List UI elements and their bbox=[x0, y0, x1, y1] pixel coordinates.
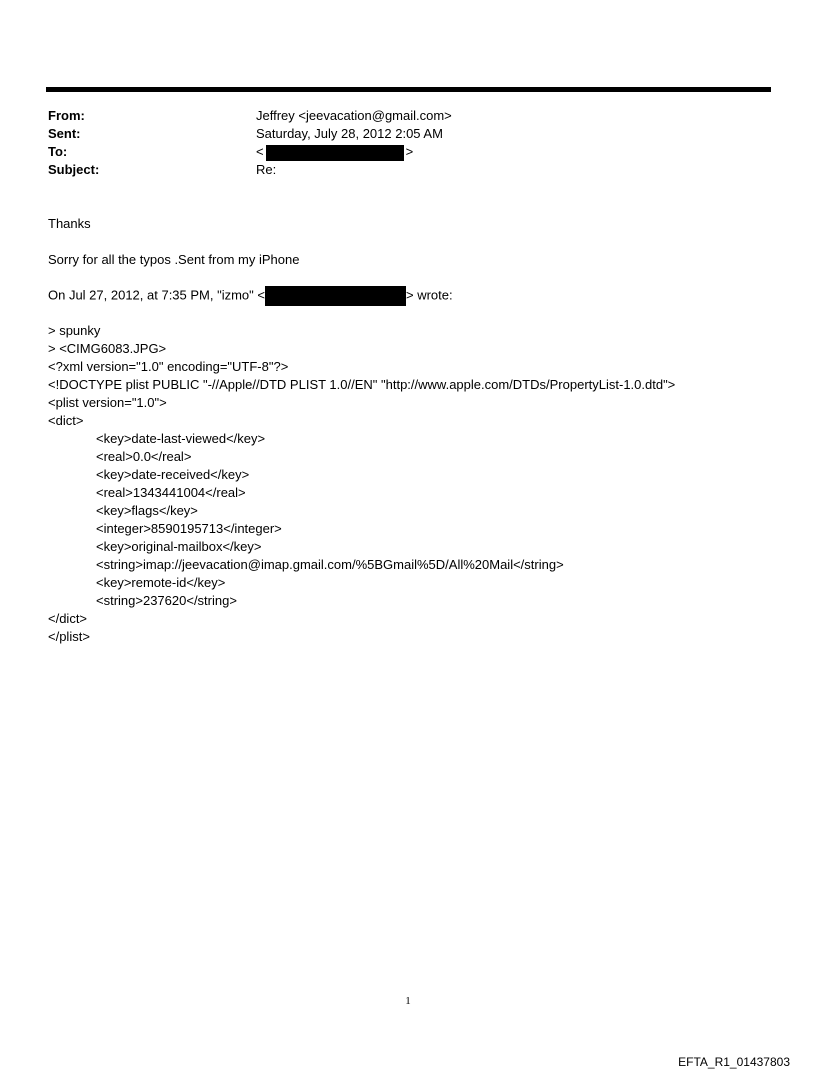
quoted-line: <integer>8590195713</integer> bbox=[96, 521, 282, 536]
subject-label: Subject: bbox=[48, 162, 100, 177]
body-thanks: Thanks bbox=[48, 216, 91, 231]
quoted-line: <key>original-mailbox</key> bbox=[96, 539, 262, 554]
sent-value: Saturday, July 28, 2012 2:05 AM bbox=[256, 126, 443, 141]
body-signature: Sorry for all the typos .Sent from my iPhone bbox=[48, 252, 300, 267]
quoted-line: <key>remote-id</key> bbox=[96, 575, 226, 590]
quoted-line: </dict> bbox=[48, 611, 88, 626]
quote-attribution bbox=[48, 286, 453, 306]
from-label: From: bbox=[48, 108, 85, 123]
quoted-line: <key>flags</key> bbox=[96, 503, 198, 518]
quote-suffix: > wrote: bbox=[405, 287, 453, 303]
quoted-line: > spunky bbox=[48, 323, 101, 338]
from-value: Jeffrey <jeevacation@gmail.com> bbox=[256, 108, 452, 123]
subject-value: Re: bbox=[256, 162, 277, 177]
quoted-plist-block bbox=[48, 322, 675, 646]
quoted-line: <real>0.0</real> bbox=[96, 449, 192, 464]
quoted-line: </plist> bbox=[48, 629, 90, 644]
to-prefix: < bbox=[256, 144, 264, 159]
redaction-box bbox=[265, 286, 406, 306]
quoted-line: <key>date-received</key> bbox=[96, 467, 250, 482]
to-label: To: bbox=[48, 144, 68, 159]
to-suffix: > bbox=[405, 144, 414, 159]
page-number: 1 bbox=[405, 995, 411, 1007]
sent-label: Sent: bbox=[48, 126, 81, 141]
quoted-line: <real>1343441004</real> bbox=[96, 485, 246, 500]
quote-prefix: On Jul 27, 2012, at 7:35 PM, "izmo" < bbox=[48, 287, 265, 303]
quoted-line: > <CIMG6083.JPG> bbox=[48, 341, 167, 356]
quoted-line: <string>imap://jeevacation@imap.gmail.com/%5BGmail%5D/All%20Mail</string> bbox=[96, 557, 564, 572]
quoted-line: <plist version="1.0"> bbox=[48, 395, 167, 410]
quoted-line: <?xml version="1.0" encoding="UTF-8"?> bbox=[48, 359, 289, 374]
redaction-box bbox=[266, 145, 404, 161]
quoted-line: <string>237620</string> bbox=[96, 593, 237, 608]
bates-number: EFTA_R1_01437803 bbox=[678, 1055, 790, 1069]
to-value bbox=[256, 143, 413, 161]
quoted-line: <!DOCTYPE plist PUBLIC "-//Apple//DTD PLIST 1.0//EN" "http://www.apple.com/DTDs/PropertyList-1.0.dtd"> bbox=[48, 377, 676, 392]
header-rule bbox=[46, 87, 771, 92]
quoted-line: <dict> bbox=[48, 413, 84, 428]
quoted-line: <key>date-last-viewed</key> bbox=[96, 431, 266, 446]
